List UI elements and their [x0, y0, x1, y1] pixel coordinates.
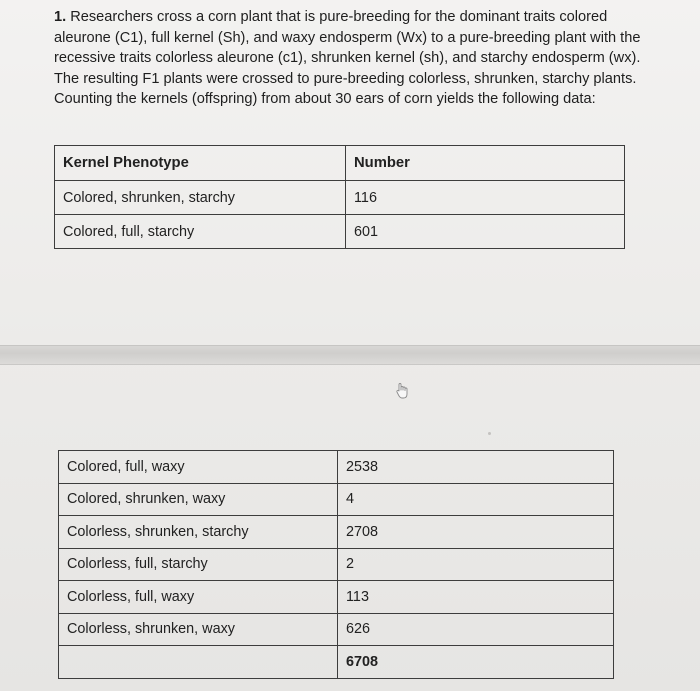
pointer-cursor-icon: [396, 382, 412, 400]
speck: [488, 432, 491, 435]
phenotype-cell: Colored, shrunken, starchy: [55, 181, 346, 215]
table-header-row: [55, 146, 625, 181]
question-paragraph: [54, 7, 654, 110]
number-cell: 116: [346, 181, 625, 215]
total-number-cell: 6708: [338, 646, 614, 679]
number-cell: 2538: [338, 451, 614, 484]
table-row: [59, 613, 614, 646]
number-cell: 2708: [338, 516, 614, 549]
table-row: [59, 516, 614, 549]
number-cell: 626: [338, 613, 614, 646]
number-cell: 2: [338, 548, 614, 581]
phenotype-table-bottom: [58, 450, 614, 679]
phenotype-cell: Colored, shrunken, waxy: [59, 483, 338, 516]
phenotype-table-top: [54, 145, 625, 249]
header-number: Number: [346, 146, 625, 181]
phenotype-cell: Colorless, shrunken, starchy: [59, 516, 338, 549]
table-row: [59, 581, 614, 614]
question-text: Researchers cross a corn plant that is pure-breeding for the dominant traits colored aleurone (C1), full kernel (Sh), and waxy endosperm (Wx) to a pure-breeding plant with the recessive traits colorless aleurone (c1), shrunken kernel (sh), and starchy endosperm (wx). The resulting F1 plants were crossed to pure-breeding colorless, shrunken, starchy plants. Counting the kernels (offspring) from about 30 ears of corn yields the following data:: [54, 9, 641, 107]
table-row: [59, 451, 614, 484]
number-cell: 113: [338, 581, 614, 614]
total-label-cell: [59, 646, 338, 679]
header-phenotype: Kernel Phenotype: [55, 146, 346, 181]
total-row: [59, 646, 614, 679]
table-row: [59, 548, 614, 581]
phenotype-cell: Colorless, full, starchy: [59, 548, 338, 581]
table-row: [59, 483, 614, 516]
number-cell: 4: [338, 483, 614, 516]
phenotype-cell: Colorless, shrunken, waxy: [59, 613, 338, 646]
table-row: [55, 215, 625, 249]
table-row: [55, 181, 625, 215]
phenotype-cell: Colorless, full, waxy: [59, 581, 338, 614]
section-divider: [0, 345, 700, 365]
number-cell: 601: [346, 215, 625, 249]
phenotype-cell: Colored, full, waxy: [59, 451, 338, 484]
question-number: 1.: [54, 9, 67, 25]
phenotype-cell: Colored, full, starchy: [55, 215, 346, 249]
